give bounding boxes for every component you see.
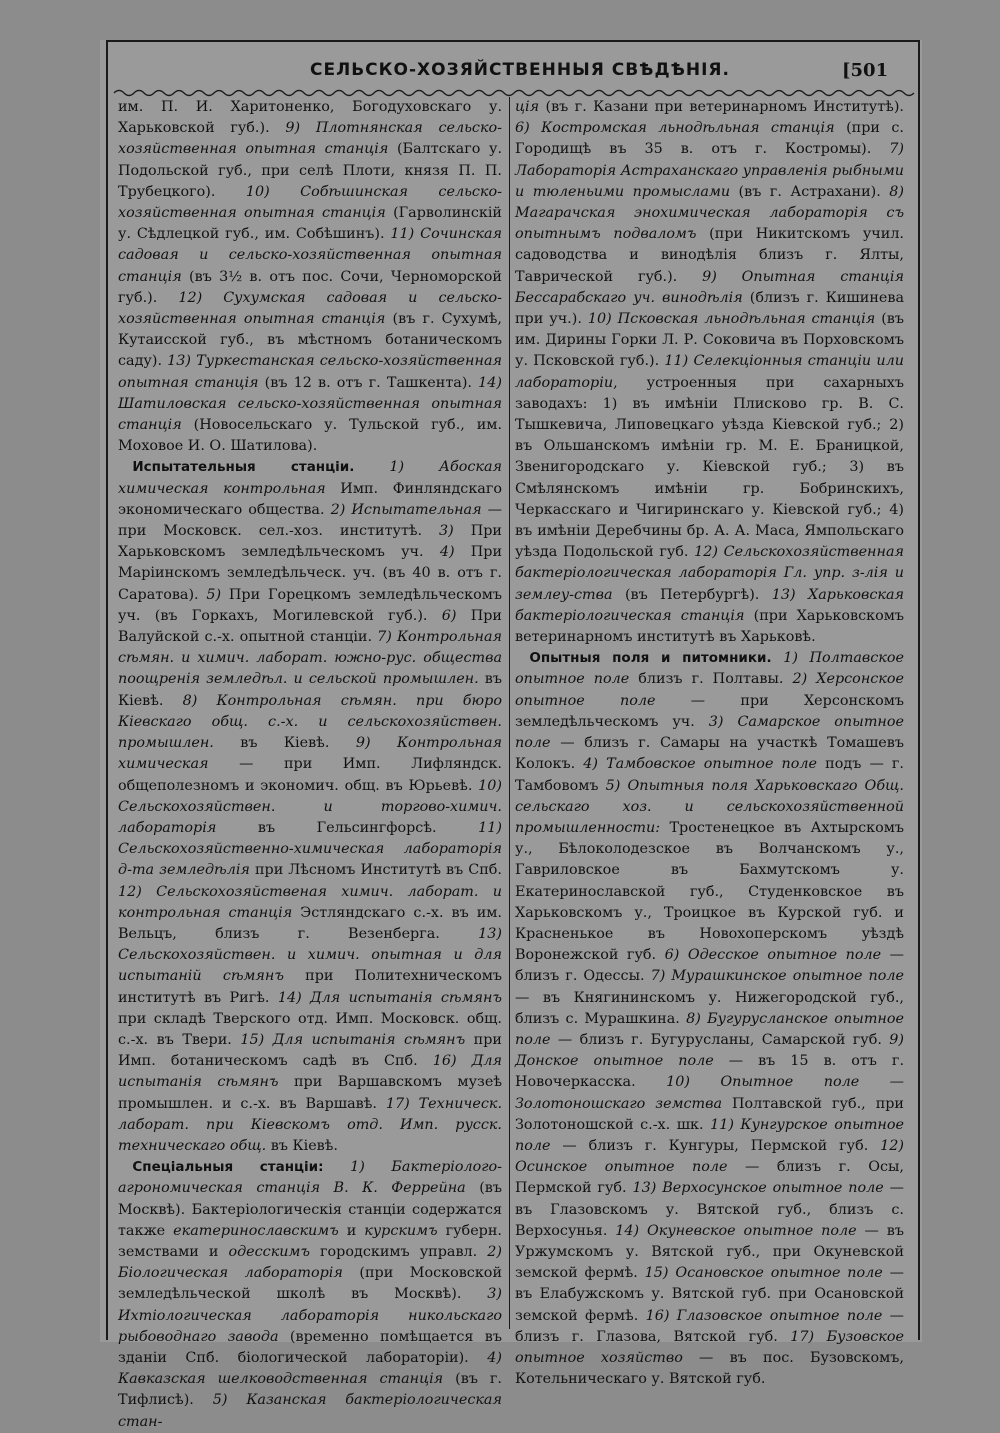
entry-name: 13) Харьковская бактеріологическая станція [515, 586, 904, 624]
entry-name: 4) Кавказская шелководственная станція [118, 1349, 502, 1388]
entry-name: 16) Глазовское опытное поле [645, 1307, 883, 1324]
section-heading: Испытательныя станціи. [132, 459, 355, 476]
entry-text: (въ Петербургѣ). [612, 586, 772, 603]
right-column-text [515, 97, 904, 1390]
entry-name: 1) Абоская химическая контрольная [118, 459, 503, 497]
entry-text: — близъ г. Осы, Пермской губ. [515, 1159, 904, 1197]
left-column-text [118, 97, 502, 1433]
entry-name: 1) Бактеріолого-агрономическая станція В. К. Феррейна [118, 1159, 503, 1197]
entry-name: 7) Мурашкинское опытное поле [650, 968, 904, 985]
entry-name: курскимъ [364, 1222, 438, 1239]
entry-name: 11) Сочинская садовая и сельско-хозяйственная опытная станція [118, 226, 502, 285]
entry-name: екатеринославскимъ [173, 1222, 339, 1239]
entry-name: 7) Лабораторія Астраханскаго управленія рыбными и тюленьими промыслами [515, 141, 904, 200]
entry-name: 15) Для испытанія сѣмянъ [240, 1031, 466, 1048]
entry-name: 13) Верхосунское опытное поле [632, 1180, 884, 1197]
entry-name: 10) Собѣшинская сельско-хозяйственная опытная станція [118, 183, 502, 222]
entry-text: Эстляндскаго с.-х. въ им. Вельцъ, близъ г. Везенберга. [118, 904, 502, 942]
entry-text: (Новосельскаго у. Тульской губ., им. Моховое И. О. Шатилова). [118, 417, 502, 455]
entry-text: (при с. Городищѣ въ 35 в. отъ г. Костромы). [515, 120, 904, 158]
entry-name: одесскимъ [228, 1243, 310, 1260]
entry-text: при Варшавскомъ музеѣ промышлен. и с.-х. въ Варшавѣ. [118, 1074, 502, 1112]
entry-name: 5) Опытныя поля Харьковскаго Общ. сельскаго хоз. и сельскохозяйственной промышленности: [515, 777, 904, 836]
entry-name: 8) Бугурусланское опытное поле [515, 1010, 904, 1048]
entry-text: (близъ г. Кишинева при уч.). [515, 289, 904, 328]
entry-text: въ Кіевѣ. [266, 1137, 338, 1154]
entry-text: (въ г. Сухумѣ, Кутаисской губ., въ мѣстномъ ботаническомъ саду). [118, 311, 502, 370]
frame-right-rule [918, 40, 920, 1340]
right-column [515, 97, 905, 1388]
frame-left-rule [106, 40, 108, 1340]
entry-name: 2) Херсонское опытное поле [515, 671, 904, 709]
entry-name: 12) Осинское опытное поле [515, 1137, 904, 1176]
entry-text: (въ им. Дирины Горки Л. Р. Соковича въ Порховскомъ у. Псковской губ.). [515, 311, 905, 370]
entry-name: 7) Контрольная сѣмян. и химич. лаборат. южно-рус. общества поощренія земледѣл. и сельской промышлен. [118, 629, 502, 688]
entry-name: 11) Кунгурское опытное поле [515, 1116, 905, 1154]
entry-text: При Горецкомъ земледѣльческомъ уч. (въ Горкахъ, Могилевской губ.). [118, 586, 502, 624]
entry-text: — близъ г. Кунгуры, Пермской губ. [550, 1137, 881, 1154]
entry-name: 6) [441, 607, 457, 624]
entry-name: 10) Опытное поле — Золотоношскаго земства [515, 1074, 905, 1112]
entry-text: — при Херсонскомъ земледѣльческомъ уч. [515, 692, 904, 730]
entry-text: при складѣ Тверского отд. Имп. Московск. общ. с.-х. въ Твери. [118, 1010, 502, 1048]
entry-text: — въ Уржумскомъ у. Вятской губ., при Окуневской земской фермѣ. [515, 1222, 904, 1282]
entry-name: 16) Для испытанія сѣмянъ [118, 1053, 502, 1091]
entry-text: (Балтскаго у. Подольской губ., при селѣ Плоти, князя П. П. Трубецкого). [118, 141, 502, 200]
entry-name: 3) Самарское опытное поле [515, 713, 905, 752]
entry-name: 12) Сельскохозяйственная бактеріологическая лабораторія Гл. упр. з-лія и землеу-ства [515, 544, 905, 603]
entry-text: (въ 12 в. отъ г. Ташкента). [258, 374, 479, 391]
entry-name: 10) Псковская льнодѣльная станція [587, 311, 876, 328]
entry-text: (въ Москвѣ). Бактеріологическія станціи содержатся также [118, 1180, 502, 1239]
section-heading: Спеціальныя станціи: [132, 1159, 324, 1176]
entry-name: 8) Магарачская энохимическая лабораторія съ опытнымъ подваломъ [515, 183, 905, 243]
entry-name: 6) Одесское опытное поле [664, 947, 882, 964]
entry-name: 14) Окуневское опытное поле [615, 1222, 857, 1239]
entry-name: 1) Полтавское опытное поле [515, 650, 904, 688]
entry-name: 11) Селекціонныя станціи или лабораторіи [515, 353, 904, 391]
entry-name: 4) [439, 544, 455, 561]
entry-text: (въ 3½ в. отъ пос. Сочи, Черноморской губ.). [118, 268, 502, 306]
left-column [118, 97, 503, 1430]
column-divider [509, 97, 510, 1329]
frame-top-rule [106, 40, 920, 42]
entry-text: При Маріинскомъ земледѣльческ. уч. (въ 40 в. отъ г. Саратова). [118, 544, 503, 603]
entry-name: 12) Сельскохозяйственая химич. лаборат. и контрольная станція [118, 883, 502, 921]
entry-name: 9) Плотнянская сельско-хозяйственная опытная станція [118, 120, 502, 158]
entry-text [772, 650, 784, 666]
entry-name: 12) Сухумская садовая и сельско-хозяйственная опытная станція [118, 289, 502, 328]
entry-text: — въ 15 в. отъ г. Новочеркасска. [515, 1053, 904, 1091]
entry-text: Полтавской губ., при Золотоношской с.-х. шк. [515, 1095, 904, 1133]
entry-text: При Валуйской с.-х. опытной станціи. [118, 607, 502, 646]
entry-name: 9) Контрольная химическая [118, 735, 503, 773]
entry-text: — близъ г. Бугурусланы, Самарской губ. [550, 1031, 890, 1048]
entry-name: 5) Казанская бактеріологическая стан- [118, 1392, 502, 1430]
entry-text: городскимъ управл. [309, 1243, 488, 1260]
entry-name: 10) Сельскохозяйствен. и торгово-химич. лабораторія [118, 777, 502, 836]
entry-text: — при Московск. сел.-хоз. институтѣ. [118, 501, 502, 540]
entry-name: 8) Контрольная сѣмян. при бюро Кіевскаго общ. с.-х. и сельскохозяйствен. промышлен. [118, 692, 502, 752]
entry-text [354, 459, 389, 475]
entry-text: подъ — г. Тамбовомъ [515, 756, 904, 794]
entry-text: — близъ г. Самары на участкѣ Томашевъ Колокъ. [515, 735, 904, 773]
entry-text: въ Кіевѣ. [213, 735, 356, 752]
entry-text: при Политехническомъ институтѣ въ Ригѣ. [118, 968, 502, 1006]
entry-text: (при Московской земледѣльческой школѣ въ Москвѣ). [118, 1265, 502, 1303]
section-heading: Опытныя поля и питомники. [529, 650, 772, 667]
entry-name: 2) Біологическая лабораторія [118, 1243, 502, 1282]
entry-name: 14) Шатиловская сельско-хозяйственная опытная станція [118, 374, 502, 434]
page-number: [501 [842, 60, 889, 81]
entry-name: 9) Донское опытное поле [515, 1031, 904, 1070]
entry-text: (Гарволинскій у. Сѣдлецкой губ., им. Собѣшинъ). [118, 205, 502, 243]
entry-text: (при Харьковскомъ ветеринарномъ институтѣ въ Харьковѣ. [515, 607, 904, 646]
entry-text: — въ Глазовскомъ у. Вятской губ., близъ с. Верхосунья. [515, 1180, 904, 1239]
entry-text: При Харьковскомъ земледѣльческомъ уч. [118, 523, 502, 561]
entry-text: при Имп. ботаническомъ садѣ въ Спб. [118, 1031, 502, 1070]
entry-text: губерн. земствами и [118, 1222, 502, 1260]
entry-text: и [338, 1222, 365, 1239]
entry-text: (временно помѣщается въ зданіи Спб. біологической лабораторіи). [118, 1328, 502, 1366]
entry-text: Тростенецкое въ Ахтырскомъ у., Бѣлоколодезское въ Волчанскомъ у., Гавриловское въ Бахмутскомъ у. Екатеринославской губ., Студенковское въ Харьковскомъ у., Троицкое въ Курской губ. и Красненькое въ Новохоперскомъ уѣздѣ Воронежской губ. [515, 819, 904, 964]
entry-text: близъ г. Полтавы. [629, 671, 793, 688]
entry-name: 14) Для испытанія сѣмянъ [277, 989, 502, 1006]
entry-text: , устроенныя при сахарныхъ заводахъ: 1) въ имѣніи Плисково гр. В. С. Тышкевича, Липовецкаго уѣзда Кіевской губ.; 2) въ Ольшанскомъ имѣніи гр. М. Е. Браницкой, Звенигородскаго у. Кіевской губ.; 3) въ Смѣлянскомъ имѣніи гр. Бобринскихъ, Черкасскаго и Чигиринскаго у. Кіевской губ.; 4) въ имѣніи Деребчины бр. А. А. Маса, Ямпольскаго уѣзда Подольской губ. [515, 374, 904, 561]
entry-name: 5) [206, 586, 222, 603]
entry-name: 2) Испытательная [330, 501, 482, 518]
entry-name: 13) Сельскохозяйствен. и химич. опытная и для испытаній сѣмянъ [118, 925, 502, 985]
entry-name: 15) Осановское опытное поле [644, 1265, 883, 1282]
entry-name: 17) Бузовское опытное хозяйство [515, 1328, 904, 1366]
entry-text: (при Никитскомъ учил. садоводства и винодѣлія близъ г. Ялты, Таврической губ.). [515, 226, 904, 285]
entry-text: въ Кіевѣ. [118, 671, 502, 709]
entry-text: — близъ г. Глазова, Вятской губ. [515, 1307, 905, 1345]
entry-name: 9) Опытная станція Бессарабскаго уч. винодѣлія [515, 268, 904, 306]
entry-name: 3) [439, 523, 454, 540]
entry-text [324, 1159, 351, 1175]
entry-name: 13) Туркестанская сельско-хозяйственная опытная станція [118, 353, 502, 391]
entry-text: им. П. И. Харитоненко, Богодуховскаго у. Харьковской губ.). [118, 99, 502, 137]
entry-text: (въ г. Астрахани). [730, 183, 890, 200]
entry-name: 17) Техническ. лаборат. при Кіевскомъ отд. Имп. русск. техническаго общ. [118, 1095, 502, 1154]
entry-text: въ Гельсингфорсѣ. [216, 819, 479, 836]
entry-name: 11) Сельскохозяйственно-химическая лабораторія д-та земледѣлія [118, 819, 502, 879]
entry-text: — въ Елабужскомъ у. Вятской губ. при Осановской земской фермѣ. [515, 1265, 904, 1324]
entry-text: Имп. Финляндскаго экономическаго общества. [118, 480, 503, 518]
running-header-title: СЕЛЬСКО-ХОЗЯЙСТВЕННЫЯ СВѢДѢНІЯ. [310, 60, 730, 80]
entry-text: (въ г. Тифлисѣ). [118, 1371, 502, 1409]
entry-text: — въ Княгининскомъ у. Нижегородской губ., близъ с. Мурашкина. [515, 989, 904, 1027]
entry-name: 6) Костромская льнодѣльная станція [515, 120, 835, 137]
entry-name: 3) Ихтіологическая лабораторія никольскаго рыбоводнаго завода [118, 1286, 502, 1345]
entry-text: — близъ г. Одессы. [515, 947, 905, 985]
entry-text: (въ г. Казани при ветеринарномъ Институтѣ). [539, 99, 904, 115]
entry-text: — въ пос. Бузовскомъ, Котельническаго у. Вятской губ. [515, 1349, 904, 1388]
entry-name: 4) Тамбовское опытное поле [583, 756, 818, 773]
entry-text: — при Имп. Лифляндск. общеполезномъ и экономич. общ. въ Юрьевѣ. [118, 756, 502, 794]
entry-name: ція [515, 99, 540, 115]
entry-text: при Лѣсномъ Институтѣ въ Спб. [249, 862, 502, 879]
